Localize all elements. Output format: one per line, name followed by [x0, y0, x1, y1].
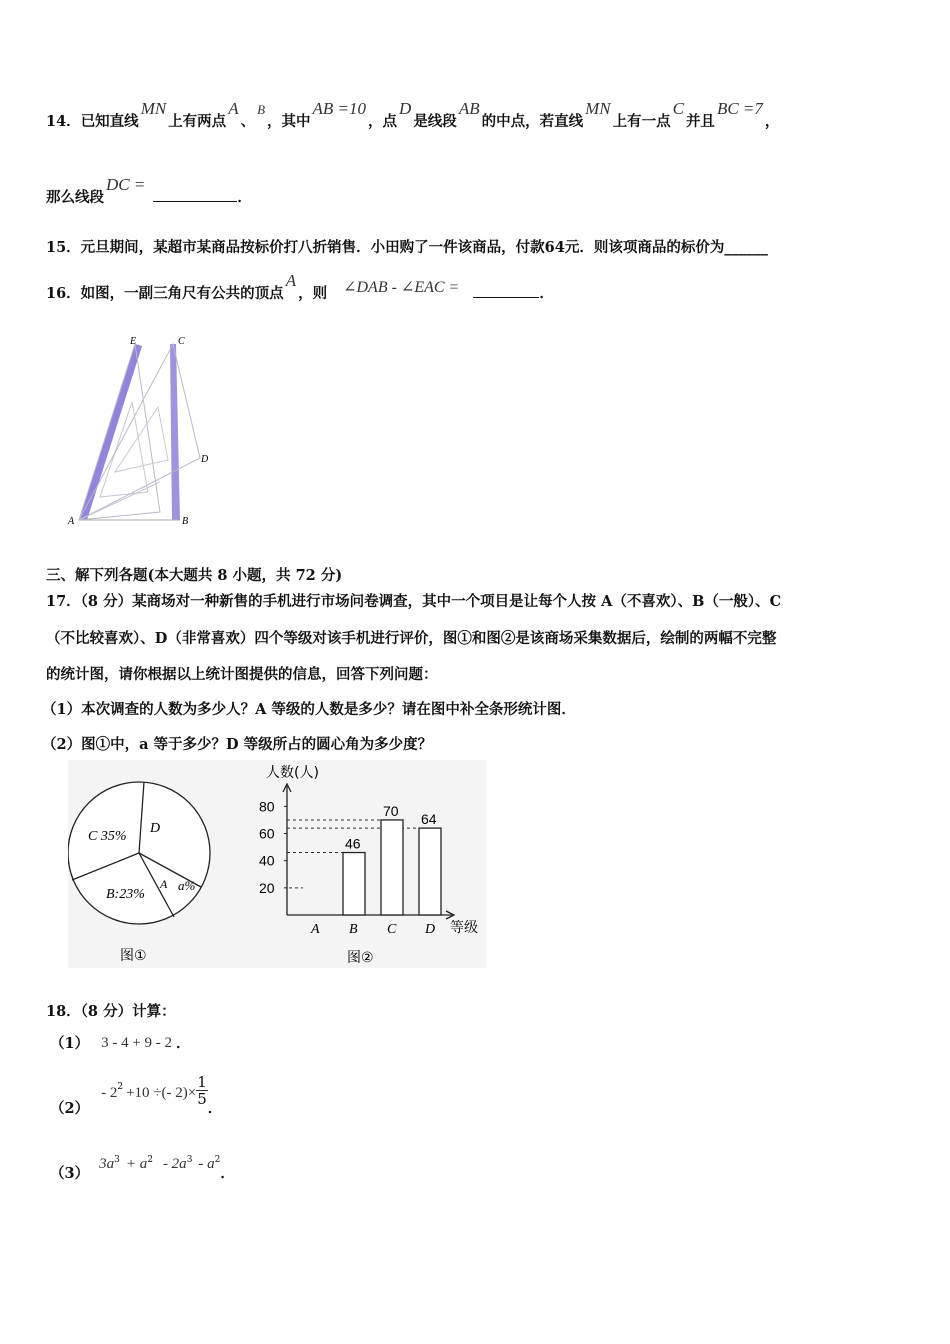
category-label: A: [311, 922, 320, 937]
q14-line1: [46, 99, 780, 131]
q15-text: 15．元旦期间，某超市某商品按标价打八折销售．小田购了一件该商品，付款64元．则该项商品的标价为______: [46, 239, 768, 256]
bar-chart-caption: 图②: [347, 950, 374, 966]
q18-part2-term-a: - 2: [101, 1084, 118, 1101]
q17-part1: （1）本次调查的人数为多少人？A 等级的人数是多少？请在图中补全条形统计图．: [42, 701, 576, 718]
section-heading: 三、解下列各题(本大题共 8 小题，共 72 分): [46, 567, 343, 584]
q18-part3-term-c: - 2a: [162, 1156, 187, 1172]
q14-line2: [46, 175, 252, 207]
math-c: C: [672, 99, 684, 118]
math-a: A: [285, 271, 297, 290]
q16-text-1: 16．如图，一副三角尺有公共的顶点: [46, 285, 284, 302]
category-labels: [310, 922, 435, 937]
math-angle-expression: ∠DAB - ∠EAC =: [343, 279, 460, 296]
y-tick-label: 20: [259, 879, 275, 896]
bar-value-label: 70: [383, 802, 399, 819]
pie-label-a: A: [160, 877, 168, 891]
q18-part2-sup: 2: [117, 1081, 124, 1092]
pie-caption: 图①: [120, 948, 147, 964]
math-ab: AB: [458, 99, 480, 118]
q18-part1: [50, 1032, 191, 1053]
q14-text-7: 上有一点: [612, 113, 671, 130]
q14-text-4: ，点: [368, 113, 398, 130]
q14-text-2: 上有两点: [168, 113, 227, 130]
q18-title: 18．（8 分）计算：: [46, 1003, 176, 1020]
bar-c: [381, 820, 403, 915]
fraction-numerator: 1: [197, 1073, 207, 1091]
bar-d: [419, 828, 441, 915]
q18-part1-label: （1）: [50, 1035, 90, 1052]
q18-part2: [50, 1070, 223, 1117]
q18-part1-end: ．: [176, 1035, 191, 1052]
q14-line2-text: 那么线段: [46, 189, 104, 206]
q14-text-9: ，: [764, 113, 780, 130]
q18-part3-sup-2: 2: [147, 1155, 153, 1166]
set-square-figure: [60, 332, 230, 532]
bar-chart: [254, 760, 486, 968]
bar-chart-ylabel: 人数(人): [266, 765, 319, 781]
answer-blank[interactable]: [153, 189, 237, 202]
bar-value-label: 64: [421, 811, 437, 828]
math-dc: DC =: [106, 175, 146, 194]
triangle-ruler-right: [170, 344, 180, 520]
q14-text-3: ，其中: [267, 113, 311, 130]
q18-part3: [50, 1152, 235, 1182]
math-ab10: AB =10: [312, 99, 367, 118]
q16-line: [46, 271, 554, 303]
q17-line3: 的统计图，请你根据以上统计图提供的信息，回答下列问题：: [46, 666, 438, 683]
q18-part3-term-b: + a: [125, 1156, 148, 1172]
math-mn-2: MN: [585, 99, 611, 118]
pie-label-b: B:23%: [106, 887, 145, 902]
triangle-outline-right: [79, 344, 200, 520]
category-label: C: [387, 922, 397, 937]
pie-chart: [68, 760, 228, 968]
q16-text-2: ，则: [298, 285, 328, 302]
y-tick-label: 40: [259, 852, 275, 869]
label-c: C: [178, 336, 185, 347]
q16-end: ．: [539, 285, 554, 302]
category-label: D: [425, 922, 436, 937]
q18-part3-sup-3: 3: [186, 1155, 193, 1166]
math-b: B: [257, 102, 266, 117]
q18-part3-end: ．: [220, 1165, 235, 1182]
q18-part3-term-d: - a: [198, 1156, 215, 1172]
q18-part1-expr: 3 - 4 + 9 - 2: [101, 1035, 173, 1051]
q14-text-6: 的中点，若直线: [481, 113, 584, 130]
label-b: B: [182, 516, 189, 527]
math-mn: MN: [140, 99, 167, 118]
y-tick-label: 60: [259, 825, 275, 842]
bar-chart-xlabel: 等级: [450, 920, 478, 936]
math-d: D: [399, 99, 412, 118]
q18-part2-end: ．: [207, 1099, 223, 1117]
q18-part2-label: （2）: [50, 1099, 90, 1117]
pie-label-d: D: [150, 821, 161, 836]
fraction-denominator: 5: [197, 1090, 207, 1108]
bar-b: [343, 853, 365, 915]
label-e: E: [130, 336, 137, 347]
q14-text-1: 已知直线: [80, 113, 139, 130]
category-label: B: [349, 922, 358, 937]
q18-part3-label: （3）: [50, 1165, 90, 1182]
q17-line2: （不比较喜欢）、D（非常喜欢）四个等级对该手机进行评价，图①和图②是该商场采集数据后，绘制的两幅不完整: [46, 630, 777, 647]
y-tick-label: 80: [259, 798, 275, 815]
q17-line1: 17．（8 分）某商场对一种新售的手机进行市场问卷调查，其中一个项目是让每个人按 A（不喜欢）、B（一般）、C: [46, 593, 782, 610]
bar-value-label: 46: [345, 835, 361, 852]
triangle-inner-right: [115, 407, 168, 472]
q18-part3-sup-4: 2: [214, 1155, 221, 1166]
pie-label-a-percent: a%: [178, 878, 196, 893]
statistics-figures: [68, 760, 486, 968]
label-d: D: [201, 454, 209, 465]
label-a: A: [68, 516, 75, 527]
q17-part2: （2）图①中，a 等于多少？D 等级所占的圆心角为多少度？: [42, 736, 433, 753]
q14-sep: 、: [240, 113, 256, 130]
answer-blank[interactable]: [473, 285, 539, 298]
q18-part3-sup-1: 3: [114, 1155, 120, 1166]
q18-part2-term-b: +10 ÷(- 2)×: [126, 1084, 197, 1101]
math-a: A: [228, 99, 239, 118]
y-ticks: [259, 798, 287, 895]
q18-part3-term-a: 3a: [99, 1156, 115, 1172]
q14-text-8: 并且: [685, 113, 715, 130]
bars: [343, 803, 441, 915]
math-bc7: BC =7: [716, 99, 763, 118]
q18-part2-fraction: [196, 1074, 208, 1107]
q14-text-5: 是线段: [413, 113, 457, 130]
q14-end: ．: [237, 189, 252, 206]
q14-number: 14．: [46, 113, 81, 130]
pie-label-c: C 35%: [88, 829, 127, 844]
